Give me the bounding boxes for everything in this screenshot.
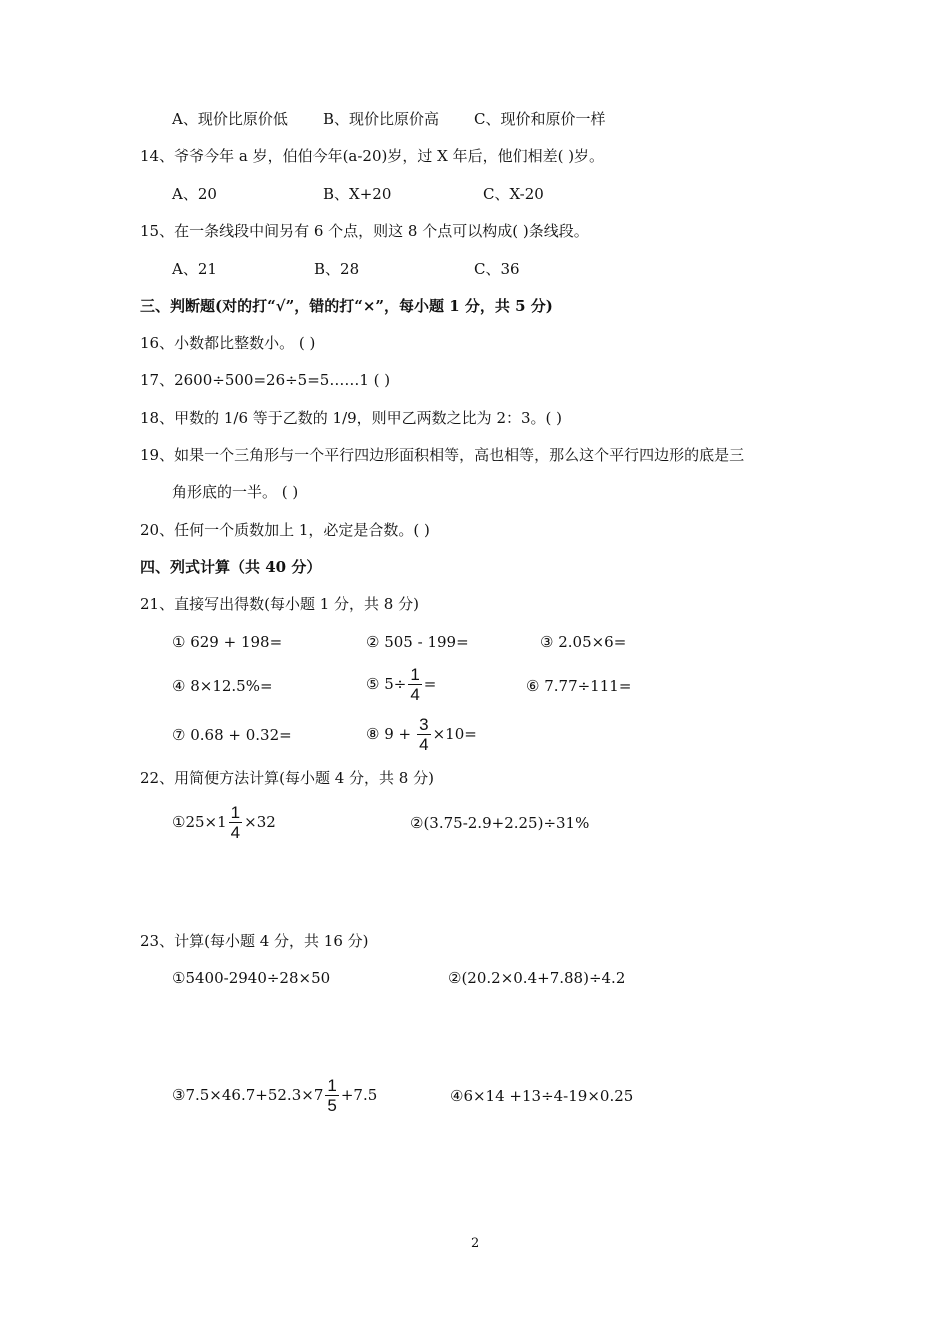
q22-item-1 [172,800,276,844]
q14-option-a: A、20 [172,185,217,203]
q18-question: 18、甲数的 1/6 等于乙数的 1/9，则甲乙两数之比为 2：3。( ) [140,409,563,427]
q21-item-3: ③ 2.05×6= [540,633,627,651]
mixed-fraction [325,1076,338,1115]
section-3-title: 三、判断题(对的打“√”，错的打“×”，每小题 1 分，共 5 分) [140,297,553,315]
q21-item-5 [366,662,436,706]
q23-item-3-suffix: +7.5 [340,1086,378,1104]
q19-question-line1: 19、如果一个三角形与一个平行四边形面积相等，高也相等，那么这个平行四边形的底是三 [140,446,745,464]
q21-item-8-fraction [417,715,430,754]
q23-item-4: ④6×14 +13÷4-19×0.25 [450,1087,634,1105]
q23-item-3-prefix: ③7.5×46.7+52.3× [172,1086,314,1104]
fraction-numerator: 3 [419,714,429,734]
q15-option-b: B、28 [314,260,360,278]
q20-question: 20、任何一个质数加上 1，必定是合数。( ) [140,521,430,539]
mixed-whole: 7 [313,1086,324,1104]
q22-item-2: ②(3.75-2.9+2.25)÷31% [410,814,590,832]
q14-option-c: C、X-20 [483,185,544,203]
q23-item-2: ②(20.2×0.4+7.88)÷4.2 [448,969,626,987]
fraction-numerator: 1 [410,664,420,684]
page-number: 2 [471,1236,480,1251]
fraction-numerator: 1 [327,1075,337,1095]
q21-title: 21、直接写出得数(每小题 1 分，共 8 分) [140,595,419,613]
q21-item-2: ② 505 - 199= [366,633,469,651]
q21-item-8-prefix: ⑧ 9 + [366,725,412,743]
fraction-denominator: 4 [419,734,429,754]
fraction-denominator: 5 [327,1095,337,1115]
fraction-denominator: 4 [230,822,241,842]
q17-question: 17、2600÷500=26÷5=5……1 ( ) [140,371,391,389]
mixed-whole: 1 [217,813,227,831]
q21-item-5-fraction [408,665,421,704]
q23-item-3 [172,1073,377,1117]
q21-item-8-suffix: ×10= [432,725,477,743]
q22-title: 22、用简便方法计算(每小题 4 分，共 8 分) [140,769,434,787]
q22-item-1-prefix: ①25× [172,813,218,831]
q19-question-line2: 角形底的一半。 ( ) [172,483,299,501]
q23-title: 23、计算(每小题 4 分，共 16 分) [140,932,369,950]
q13-option-a: A、现价比原价低 [172,110,288,128]
section-4-title: 四、列式计算（共 40 分） [140,558,322,576]
fraction-denominator: 4 [410,684,420,704]
q21-item-5-suffix: = [423,675,437,693]
q21-item-1: ① 629 + 198= [172,633,283,651]
q21-item-6: ⑥ 7.77÷111= [526,677,632,695]
q21-item-4: ④ 8×12.5%= [172,677,273,695]
q23-item-3-mixed-number [314,1076,341,1115]
q21-item-7: ⑦ 0.68 + 0.32= [172,726,292,744]
q22-item-1-mixed-number [217,803,244,842]
q16-question: 16、小数都比整数小。 ( ) [140,334,316,352]
q14-question: 14、爷爷今年 a 岁，伯伯今年(a-20)岁，过 X 年后，他们相差( )岁。 [140,147,605,165]
q23-item-1: ①5400-2940÷28×50 [172,969,331,987]
q13-option-c: C、现价和原价一样 [474,110,606,128]
q15-option-a: A、21 [172,260,217,278]
q13-option-b: B、现价比原价高 [323,110,440,128]
q21-item-8 [366,712,477,756]
fraction-numerator: 1 [230,802,241,822]
q21-item-5-prefix: ⑤ 5÷ [366,675,407,693]
q15-question: 15、在一条线段中间另有 6 个点，则这 8 个点可以构成( )条线段。 [140,222,589,240]
q14-option-b: B、X+20 [323,185,392,203]
mixed-fraction [229,803,242,842]
q15-option-c: C、36 [474,260,520,278]
q22-item-1-suffix: ×32 [244,813,276,831]
